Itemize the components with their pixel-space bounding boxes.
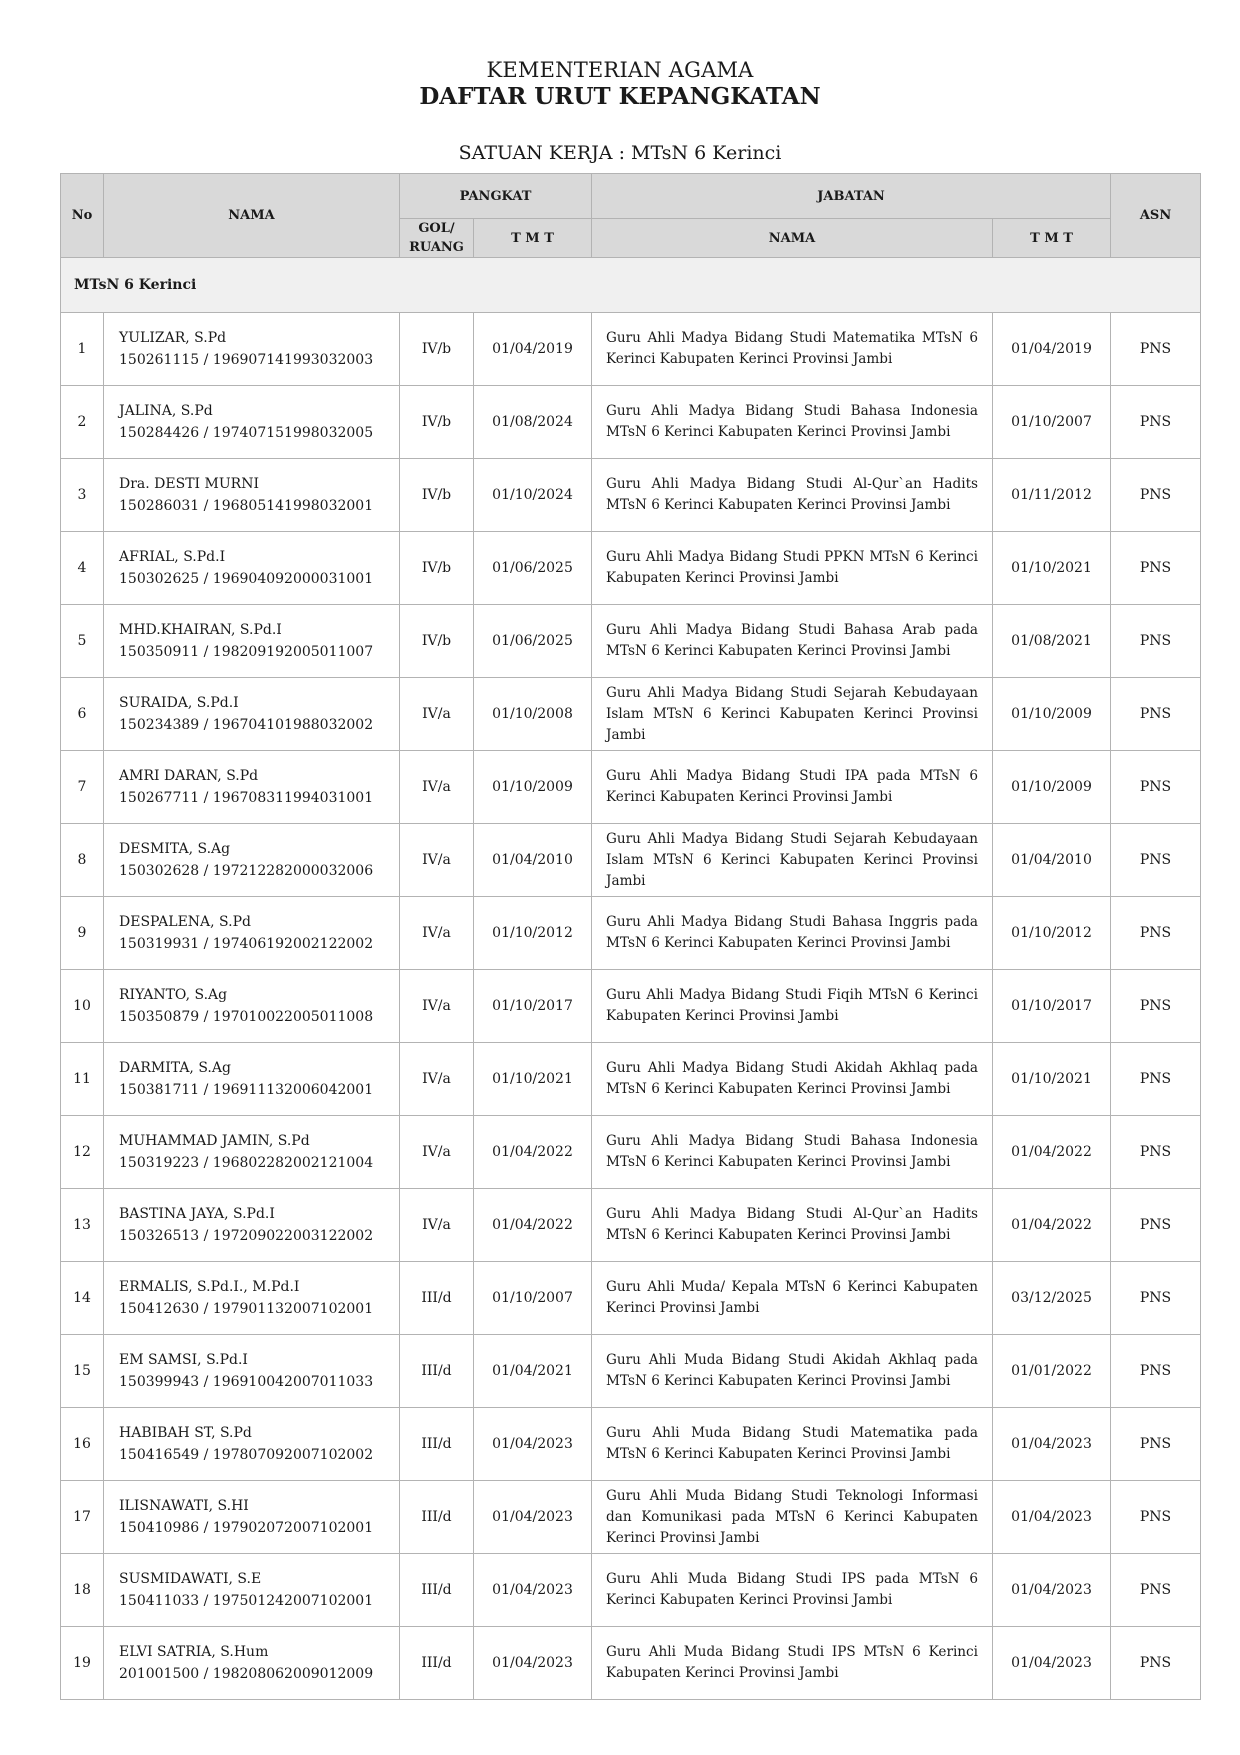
table-row [61, 1189, 1201, 1262]
cell-jabatan-tmt: 01/10/2009 [993, 751, 1111, 824]
cell-nama [104, 605, 400, 678]
employee-name: DESMITA, S.Ag [119, 841, 231, 857]
cell-gol-ruang: IV/b [400, 459, 474, 532]
employee-name: HABIBAH ST, S.Pd [119, 1425, 252, 1441]
col-header-nama: NAMA [104, 174, 400, 258]
cell-asn: PNS [1111, 605, 1201, 678]
cell-jabatan-tmt: 01/04/2023 [993, 1554, 1111, 1627]
cell-no: 9 [61, 897, 104, 970]
col-header-no: No [61, 174, 104, 258]
cell-jabatan: Guru Ahli Madya Bidang Studi Al-Qur`an Hadits MTsN 6 Kerinci Kabupaten Kerinci Provinsi Jambi [592, 459, 993, 532]
cell-pangkat-tmt: 01/10/2012 [474, 897, 592, 970]
employee-nip: 150381711 / 196911132006042001 [119, 1082, 374, 1098]
cell-pangkat-tmt: 01/04/2019 [474, 313, 592, 386]
cell-no: 3 [61, 459, 104, 532]
cell-nama [104, 532, 400, 605]
cell-asn: PNS [1111, 1335, 1201, 1408]
cell-jabatan-tmt: 01/10/2017 [993, 970, 1111, 1043]
table-row [61, 313, 1201, 386]
table-row [61, 1481, 1201, 1554]
cell-no: 7 [61, 751, 104, 824]
cell-jabatan-tmt: 01/04/2010 [993, 824, 1111, 897]
table-row [61, 386, 1201, 459]
cell-pangkat-tmt: 01/04/2022 [474, 1189, 592, 1262]
cell-jabatan: Guru Ahli Muda/ Kepala MTsN 6 Kerinci Kabupaten Kerinci Provinsi Jambi [592, 1262, 993, 1335]
cell-jabatan-tmt: 01/04/2023 [993, 1481, 1111, 1554]
cell-gol-ruang: IV/b [400, 605, 474, 678]
table-row [61, 1262, 1201, 1335]
cell-nama [104, 970, 400, 1043]
cell-nama [104, 1554, 400, 1627]
col-header-jabatan-nama: NAMA [592, 219, 993, 258]
cell-nama [104, 1189, 400, 1262]
cell-asn: PNS [1111, 1408, 1201, 1481]
cell-no: 18 [61, 1554, 104, 1627]
employee-name: JALINA, S.Pd [119, 403, 213, 419]
cell-jabatan-tmt: 01/01/2022 [993, 1335, 1111, 1408]
cell-jabatan: Guru Ahli Madya Bidang Studi Bahasa Indonesia MTsN 6 Kerinci Kabupaten Kerinci Provinsi Jambi [592, 386, 993, 459]
table-row [61, 897, 1201, 970]
cell-pangkat-tmt: 01/04/2021 [474, 1335, 592, 1408]
cell-jabatan-tmt: 01/10/2021 [993, 532, 1111, 605]
employee-name: ERMALIS, S.Pd.I., M.Pd.I [119, 1279, 300, 1295]
cell-nama [104, 897, 400, 970]
cell-no: 2 [61, 386, 104, 459]
employee-nip: 150350879 / 197010022005011008 [119, 1009, 374, 1025]
employee-nip: 150416549 / 197807092007102002 [119, 1447, 374, 1463]
cell-jabatan: Guru Ahli Muda Bidang Studi IPS pada MTsN 6 Kerinci Kabupaten Kerinci Provinsi Jambi [592, 1554, 993, 1627]
cell-asn: PNS [1111, 824, 1201, 897]
cell-gol-ruang: IV/b [400, 313, 474, 386]
table-row [61, 1627, 1201, 1700]
employee-name: ILISNAWATI, S.HI [119, 1498, 249, 1514]
cell-jabatan-tmt: 01/10/2021 [993, 1043, 1111, 1116]
employee-name: DESPALENA, S.Pd [119, 914, 251, 930]
cell-pangkat-tmt: 01/10/2021 [474, 1043, 592, 1116]
cell-no: 1 [61, 313, 104, 386]
table-row [61, 605, 1201, 678]
cell-pangkat-tmt: 01/04/2023 [474, 1554, 592, 1627]
cell-jabatan: Guru Ahli Madya Bidang Studi IPA pada MTsN 6 Kerinci Kabupaten Kerinci Provinsi Jambi [592, 751, 993, 824]
employee-nip: 150411033 / 197501242007102001 [119, 1593, 374, 1609]
cell-pangkat-tmt: 01/04/2023 [474, 1481, 592, 1554]
cell-pangkat-tmt: 01/04/2023 [474, 1627, 592, 1700]
cell-gol-ruang: IV/a [400, 1043, 474, 1116]
cell-nama [104, 1627, 400, 1700]
cell-asn: PNS [1111, 1189, 1201, 1262]
cell-asn: PNS [1111, 1481, 1201, 1554]
cell-pangkat-tmt: 01/04/2023 [474, 1408, 592, 1481]
cell-gol-ruang: III/d [400, 1408, 474, 1481]
employee-name: MHD.KHAIRAN, S.Pd.I [119, 622, 282, 638]
cell-jabatan: Guru Ahli Muda Bidang Studi Teknologi Informasi dan Komunikasi pada MTsN 6 Kerinci Kabupaten Kerinci Provinsi Jambi [592, 1481, 993, 1554]
cell-asn: PNS [1111, 970, 1201, 1043]
employee-name: SURAIDA, S.Pd.I [119, 695, 239, 711]
employee-nip: 150399943 / 196910042007011033 [119, 1374, 374, 1390]
cell-gol-ruang: IV/a [400, 751, 474, 824]
cell-jabatan-tmt: 01/04/2022 [993, 1189, 1111, 1262]
cell-jabatan: Guru Ahli Madya Bidang Studi Bahasa Indonesia MTsN 6 Kerinci Kabupaten Kerinci Provinsi Jambi [592, 1116, 993, 1189]
cell-asn: PNS [1111, 386, 1201, 459]
employee-nip: 150319931 / 197406192002122002 [119, 936, 374, 952]
table-row [61, 1335, 1201, 1408]
cell-jabatan-tmt: 01/10/2007 [993, 386, 1111, 459]
cell-pangkat-tmt: 01/06/2025 [474, 605, 592, 678]
ministry-title: KEMENTERIAN AGAMA [486, 58, 754, 82]
employee-nip: 150261115 / 196907141993032003 [119, 352, 374, 368]
cell-jabatan-tmt: 03/12/2025 [993, 1262, 1111, 1335]
cell-asn: PNS [1111, 678, 1201, 751]
cell-nama [104, 386, 400, 459]
cell-nama [104, 1043, 400, 1116]
cell-gol-ruang: IV/a [400, 678, 474, 751]
cell-jabatan-tmt: 01/04/2022 [993, 1116, 1111, 1189]
table-row [61, 751, 1201, 824]
employee-nip: 150350911 / 198209192005011007 [119, 644, 374, 660]
work-unit-label: SATUAN KERJA : MTsN 6 Kerinci [458, 142, 782, 164]
table-row [61, 1043, 1201, 1116]
document-title: DAFTAR URUT KEPANGKATAN [419, 83, 821, 110]
cell-nama [104, 824, 400, 897]
employee-nip: 150234389 / 196704101988032002 [119, 717, 374, 733]
cell-gol-ruang: IV/a [400, 1189, 474, 1262]
cell-nama [104, 1262, 400, 1335]
employee-name: EM SAMSI, S.Pd.I [119, 1352, 248, 1368]
employee-nip: 150412630 / 197901132007102001 [119, 1301, 374, 1317]
cell-gol-ruang: III/d [400, 1262, 474, 1335]
cell-pangkat-tmt: 01/06/2025 [474, 532, 592, 605]
cell-jabatan-tmt: 01/11/2012 [993, 459, 1111, 532]
cell-no: 6 [61, 678, 104, 751]
col-header-pangkat-tmt: T M T [474, 219, 592, 258]
employee-nip: 150302628 / 197212282000032006 [119, 863, 374, 879]
cell-jabatan: Guru Ahli Madya Bidang Studi PPKN MTsN 6 Kerinci Kabupaten Kerinci Provinsi Jambi [592, 532, 993, 605]
cell-nama [104, 751, 400, 824]
cell-gol-ruang: IV/b [400, 532, 474, 605]
employee-nip: 201001500 / 198208062009012009 [119, 1666, 374, 1682]
col-header-pangkat: PANGKAT [400, 174, 592, 219]
employee-nip: 150267711 / 196708311994031001 [119, 790, 374, 806]
employee-name: Dra. DESTI MURNI [119, 476, 259, 492]
cell-no: 8 [61, 824, 104, 897]
employee-nip: 150410986 / 197902072007102001 [119, 1520, 374, 1536]
employee-nip: 150302625 / 196904092000031001 [119, 571, 374, 587]
section-row [61, 258, 1201, 313]
cell-asn: PNS [1111, 1262, 1201, 1335]
cell-no: 19 [61, 1627, 104, 1700]
cell-nama [104, 313, 400, 386]
employee-name: AMRI DARAN, S.Pd [119, 768, 259, 784]
cell-no: 11 [61, 1043, 104, 1116]
cell-gol-ruang: IV/a [400, 970, 474, 1043]
cell-gol-ruang: IV/b [400, 386, 474, 459]
cell-asn: PNS [1111, 1554, 1201, 1627]
cell-asn: PNS [1111, 897, 1201, 970]
col-header-asn: ASN [1111, 174, 1201, 258]
cell-asn: PNS [1111, 459, 1201, 532]
seniority-table [60, 173, 1201, 1700]
cell-no: 14 [61, 1262, 104, 1335]
cell-no: 12 [61, 1116, 104, 1189]
cell-no: 17 [61, 1481, 104, 1554]
cell-no: 5 [61, 605, 104, 678]
cell-pangkat-tmt: 01/10/2008 [474, 678, 592, 751]
header-row-top [61, 174, 1201, 219]
employee-nip: 150286031 / 196805141998032001 [119, 498, 374, 514]
cell-pangkat-tmt: 01/10/2024 [474, 459, 592, 532]
employee-name: BASTINA JAYA, S.Pd.I [119, 1206, 275, 1222]
employee-nip: 150284426 / 197407151998032005 [119, 425, 374, 441]
cell-gol-ruang: III/d [400, 1335, 474, 1408]
cell-jabatan: Guru Ahli Madya Bidang Studi Al-Qur`an Hadits MTsN 6 Kerinci Kabupaten Kerinci Provinsi Jambi [592, 1189, 993, 1262]
cell-jabatan: Guru Ahli Madya Bidang Studi Fiqih MTsN 6 Kerinci Kabupaten Kerinci Provinsi Jambi [592, 970, 993, 1043]
cell-asn: PNS [1111, 532, 1201, 605]
cell-pangkat-tmt: 01/04/2010 [474, 824, 592, 897]
cell-asn: PNS [1111, 1116, 1201, 1189]
employee-name: ELVI SATRIA, S.Hum [119, 1644, 269, 1660]
cell-pangkat-tmt: 01/10/2007 [474, 1262, 592, 1335]
cell-jabatan: Guru Ahli Muda Bidang Studi Matematika pada MTsN 6 Kerinci Kabupaten Kerinci Provinsi Jambi [592, 1408, 993, 1481]
col-header-gol-ruang: GOL/ RUANG [400, 219, 474, 258]
employee-name: SUSMIDAWATI, S.E [119, 1571, 262, 1587]
cell-gol-ruang: IV/a [400, 897, 474, 970]
cell-jabatan: Guru Ahli Madya Bidang Studi Sejarah Kebudayaan Islam MTsN 6 Kerinci Kabupaten Kerinci Provinsi Jambi [592, 678, 993, 751]
cell-jabatan-tmt: 01/08/2021 [993, 605, 1111, 678]
cell-jabatan-tmt: 01/10/2012 [993, 897, 1111, 970]
employee-nip: 150319223 / 196802282002121004 [119, 1155, 374, 1171]
cell-pangkat-tmt: 01/10/2017 [474, 970, 592, 1043]
section-label: MTsN 6 Kerinci [61, 258, 1201, 313]
cell-jabatan: Guru Ahli Muda Bidang Studi IPS MTsN 6 Kerinci Kabupaten Kerinci Provinsi Jambi [592, 1627, 993, 1700]
cell-jabatan: Guru Ahli Madya Bidang Studi Bahasa Inggris pada MTsN 6 Kerinci Kabupaten Kerinci Provinsi Jambi [592, 897, 993, 970]
cell-jabatan: Guru Ahli Muda Bidang Studi Akidah Akhlaq pada MTsN 6 Kerinci Kabupaten Kerinci Provinsi Jambi [592, 1335, 993, 1408]
cell-jabatan-tmt: 01/04/2019 [993, 313, 1111, 386]
table-row [61, 1408, 1201, 1481]
cell-no: 13 [61, 1189, 104, 1262]
table-row [61, 970, 1201, 1043]
cell-nama [104, 1116, 400, 1189]
cell-gol-ruang: IV/a [400, 1116, 474, 1189]
employee-name: MUHAMMAD JAMIN, S.Pd [119, 1133, 310, 1149]
table-row [61, 1116, 1201, 1189]
cell-no: 10 [61, 970, 104, 1043]
cell-pangkat-tmt: 01/04/2022 [474, 1116, 592, 1189]
cell-pangkat-tmt: 01/10/2009 [474, 751, 592, 824]
cell-nama [104, 459, 400, 532]
employee-name: YULIZAR, S.Pd [119, 330, 227, 346]
cell-nama [104, 1335, 400, 1408]
cell-jabatan-tmt: 01/04/2023 [993, 1627, 1111, 1700]
employee-name: AFRIAL, S.Pd.I [119, 549, 226, 565]
cell-gol-ruang: III/d [400, 1554, 474, 1627]
table-row [61, 459, 1201, 532]
cell-asn: PNS [1111, 1627, 1201, 1700]
cell-gol-ruang: IV/a [400, 824, 474, 897]
employee-name: DARMITA, S.Ag [119, 1060, 231, 1076]
cell-no: 15 [61, 1335, 104, 1408]
cell-jabatan-tmt: 01/10/2009 [993, 678, 1111, 751]
cell-no: 4 [61, 532, 104, 605]
cell-jabatan: Guru Ahli Madya Bidang Studi Sejarah Kebudayaan Islam MTsN 6 Kerinci Kabupaten Kerinci Provinsi Jambi [592, 824, 993, 897]
cell-asn: PNS [1111, 313, 1201, 386]
employee-name: RIYANTO, S.Ag [119, 987, 228, 1003]
cell-jabatan: Guru Ahli Madya Bidang Studi Matematika MTsN 6 Kerinci Kabupaten Kerinci Provinsi Jambi [592, 313, 993, 386]
cell-nama [104, 678, 400, 751]
cell-jabatan: Guru Ahli Madya Bidang Studi Bahasa Arab pada MTsN 6 Kerinci Kabupaten Kerinci Provinsi Jambi [592, 605, 993, 678]
employee-nip: 150326513 / 197209022003122002 [119, 1228, 374, 1244]
cell-asn: PNS [1111, 1043, 1201, 1116]
cell-gol-ruang: III/d [400, 1481, 474, 1554]
cell-jabatan-tmt: 01/04/2023 [993, 1408, 1111, 1481]
col-header-jabatan-tmt: T M T [993, 219, 1111, 258]
cell-no: 16 [61, 1408, 104, 1481]
table-row [61, 532, 1201, 605]
cell-jabatan: Guru Ahli Madya Bidang Studi Akidah Akhlaq pada MTsN 6 Kerinci Kabupaten Kerinci Provinsi Jambi [592, 1043, 993, 1116]
col-header-jabatan: JABATAN [592, 174, 1111, 219]
table-row [61, 824, 1201, 897]
cell-asn: PNS [1111, 751, 1201, 824]
table-row [61, 678, 1201, 751]
table-row [61, 1554, 1201, 1627]
cell-nama [104, 1408, 400, 1481]
cell-pangkat-tmt: 01/08/2024 [474, 386, 592, 459]
cell-nama [104, 1481, 400, 1554]
cell-gol-ruang: III/d [400, 1627, 474, 1700]
